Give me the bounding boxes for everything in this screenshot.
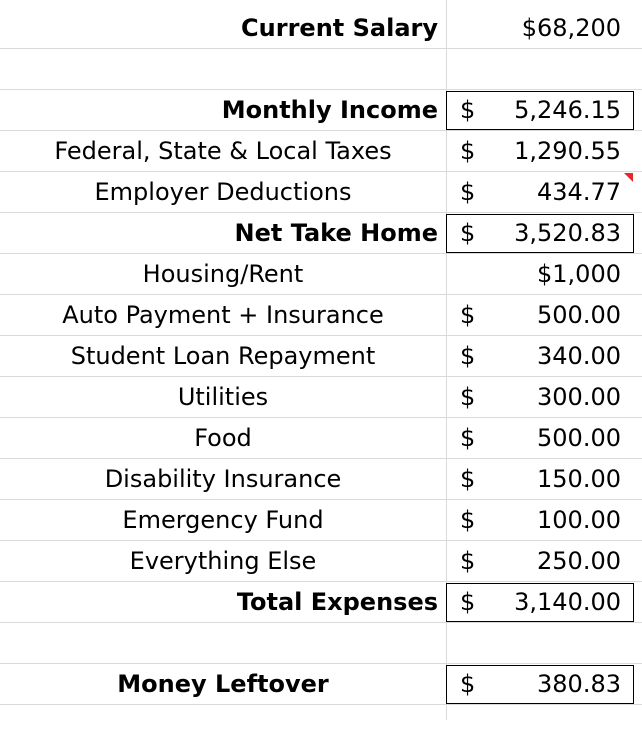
food-value-cell[interactable] bbox=[447, 418, 633, 459]
row-employer-deductions[interactable] bbox=[0, 172, 642, 213]
taxes-value: 1,290.55 bbox=[514, 137, 621, 165]
everything-else-dollar: $ bbox=[460, 547, 476, 575]
row-auto-payment[interactable] bbox=[0, 295, 642, 336]
food-value: 500.00 bbox=[537, 424, 621, 452]
emergency-fund-label[interactable]: Emergency Fund bbox=[122, 506, 324, 534]
food-label[interactable]: Food bbox=[194, 424, 252, 452]
money-leftover-border bbox=[446, 665, 634, 704]
utilities-value-cell[interactable] bbox=[447, 377, 633, 418]
utilities-label[interactable]: Utilities bbox=[177, 383, 269, 411]
row-partial[interactable] bbox=[0, 705, 642, 746]
money-leftover-label[interactable]: Money Leftover bbox=[117, 670, 329, 698]
disability-insurance-value: 150.00 bbox=[537, 465, 621, 493]
monthly-income-border bbox=[446, 91, 634, 130]
money-leftover-dollar: $ bbox=[460, 670, 476, 698]
empty-label-cell[interactable] bbox=[0, 49, 446, 90]
row-student-loan[interactable] bbox=[0, 336, 642, 377]
current-salary-label[interactable]: Current Salary bbox=[241, 14, 438, 42]
student-loan-label[interactable]: Student Loan Repayment bbox=[70, 342, 376, 370]
housing-value-cell[interactable] bbox=[447, 254, 633, 295]
net-take-home-label[interactable]: Net Take Home bbox=[234, 219, 438, 247]
everything-else-value: 250.00 bbox=[537, 547, 621, 575]
money-leftover-value: 380.83 bbox=[537, 670, 621, 698]
current-salary-value-cell[interactable] bbox=[447, 8, 633, 49]
total-expenses-value: 3,140.00 bbox=[514, 588, 621, 616]
food-dollar: $ bbox=[460, 424, 476, 452]
total-expenses-label[interactable]: Total Expenses bbox=[236, 588, 438, 616]
monthly-income-dollar: $ bbox=[460, 96, 476, 124]
auto-payment-label[interactable]: Auto Payment + Insurance bbox=[62, 301, 384, 329]
taxes-value-cell[interactable] bbox=[447, 131, 633, 172]
disability-insurance-dollar: $ bbox=[460, 465, 476, 493]
row-empty-2[interactable] bbox=[0, 623, 642, 664]
row-taxes[interactable] bbox=[0, 131, 642, 172]
row-utilities[interactable] bbox=[0, 377, 642, 418]
housing-label[interactable]: Housing/Rent bbox=[142, 260, 304, 288]
net-take-home-dollar: $ bbox=[460, 219, 476, 247]
comment-indicator-icon[interactable] bbox=[624, 173, 633, 182]
utilities-value: 300.00 bbox=[537, 383, 621, 411]
monthly-income-value: 5,246.15 bbox=[514, 96, 621, 124]
student-loan-value: 340.00 bbox=[537, 342, 621, 370]
row-current-salary[interactable] bbox=[0, 8, 642, 49]
emergency-fund-value-cell[interactable] bbox=[447, 500, 633, 541]
row-housing[interactable] bbox=[0, 254, 642, 295]
disability-insurance-value-cell[interactable] bbox=[447, 459, 633, 500]
row-emergency-fund[interactable] bbox=[0, 500, 642, 541]
row-empty-1[interactable] bbox=[0, 49, 642, 90]
student-loan-value-cell[interactable] bbox=[447, 336, 633, 377]
total-expenses-border bbox=[446, 583, 634, 622]
empty-label-cell[interactable] bbox=[0, 623, 446, 664]
everything-else-label[interactable]: Everything Else bbox=[129, 547, 317, 575]
row-everything-else[interactable] bbox=[0, 541, 642, 582]
utilities-dollar: $ bbox=[460, 383, 476, 411]
student-loan-dollar: $ bbox=[460, 342, 476, 370]
monthly-income-label[interactable]: Monthly Income bbox=[221, 96, 438, 124]
net-take-home-border bbox=[446, 214, 634, 253]
auto-payment-value: 500.00 bbox=[537, 301, 621, 329]
current-salary-value: $68,200 bbox=[521, 14, 621, 42]
row-disability-insurance[interactable] bbox=[0, 459, 642, 500]
everything-else-value-cell[interactable] bbox=[447, 541, 633, 582]
row-food[interactable] bbox=[0, 418, 642, 459]
auto-payment-value-cell[interactable] bbox=[447, 295, 633, 336]
disability-insurance-label[interactable]: Disability Insurance bbox=[104, 465, 342, 493]
empty-value-cell[interactable] bbox=[447, 49, 633, 90]
auto-payment-dollar: $ bbox=[460, 301, 476, 329]
empty-value-cell[interactable] bbox=[447, 623, 633, 664]
employer-deductions-dollar: $ bbox=[460, 178, 476, 206]
total-expenses-dollar: $ bbox=[460, 588, 476, 616]
housing-value: $1,000 bbox=[537, 260, 621, 288]
employer-deductions-value-cell[interactable] bbox=[447, 172, 633, 213]
taxes-label[interactable]: Federal, State & Local Taxes bbox=[54, 137, 392, 165]
emergency-fund-dollar: $ bbox=[460, 506, 476, 534]
employer-deductions-label[interactable]: Employer Deductions bbox=[94, 178, 352, 206]
taxes-dollar: $ bbox=[460, 137, 476, 165]
emergency-fund-value: 100.00 bbox=[537, 506, 621, 534]
net-take-home-value: 3,520.83 bbox=[514, 219, 621, 247]
employer-deductions-value: 434.77 bbox=[537, 178, 621, 206]
